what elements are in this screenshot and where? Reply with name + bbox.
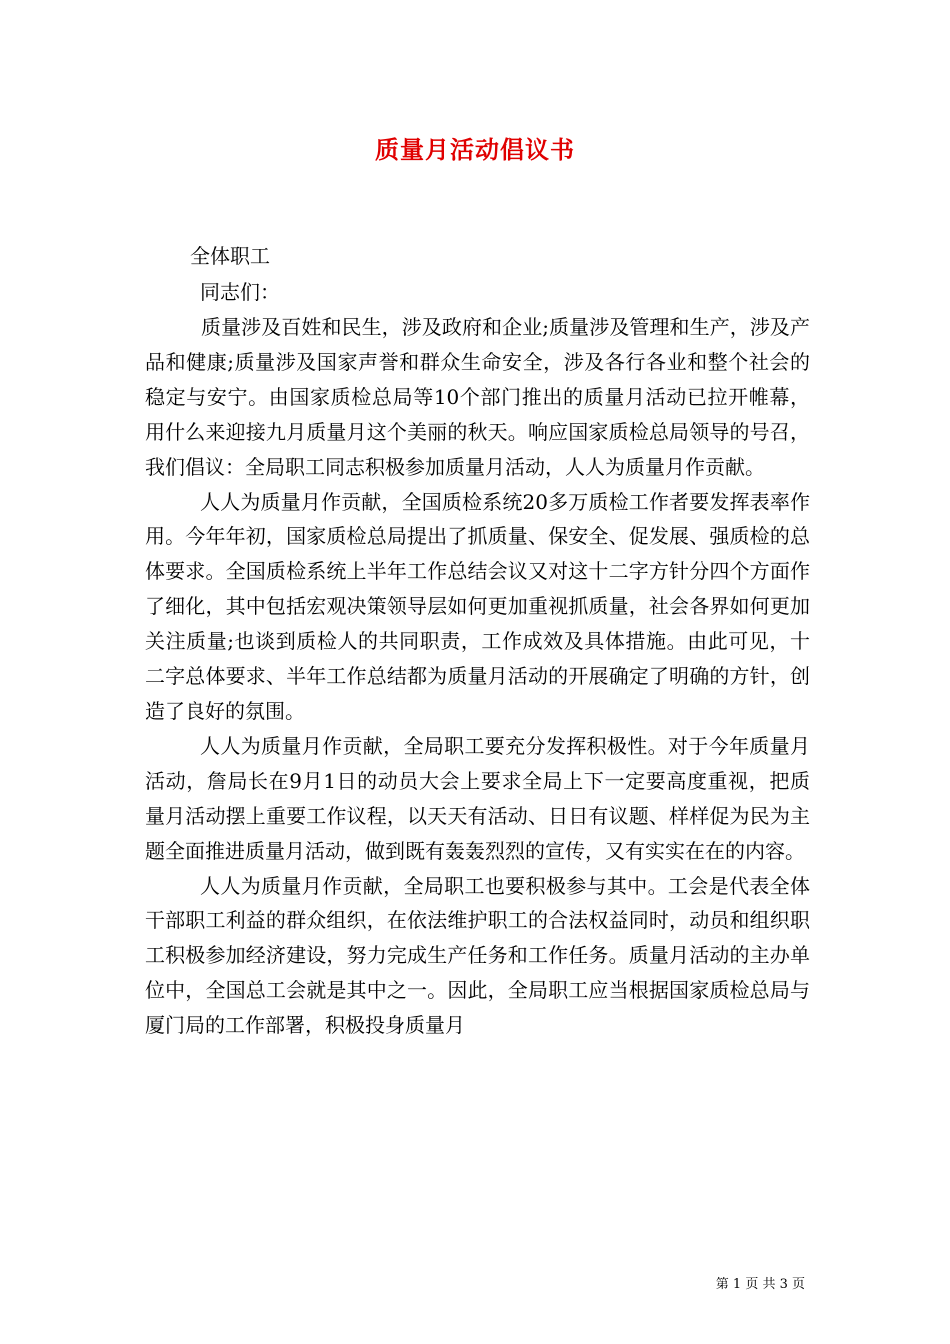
paragraph: 人人为质量月作贡献，全国质检系统20多万质检工作者要发挥表率作用。今年年初，国家质检总局提出了抓质量、保安全、促发展、强质检的总体要求。全国质检系统上半年工作总结会议又对这十二字方针分四个方面作了细化，其中包括宏观决策领导层如何更加重视抓质量，社会各界如何更加关注质量;也谈到质检人的共同职责，工作成效及具体措施。由此可见，十二字总体要求、半年工作总结都为质量月活动的开展确定了明确的方针，创造了良好的氛围。 <box>145 489 810 723</box>
greeting-line: 同志们： <box>200 280 280 304</box>
recipient-line: 全体职工 <box>190 244 270 268</box>
document-body <box>145 310 810 1043</box>
paragraph: 人人为质量月作贡献，全局职工要充分发挥积极性。对于今年质量月活动，詹局长在9月1日的动员大会上要求全局上下一定要高度重视，把质量月活动摆上重要工作议程，以天天有活动、日日有议题、样样促为民为主题全面推进质量月活动，做到既有轰轰烈烈的宣传，又有实实在在的内容。 <box>145 733 810 863</box>
paragraph: 人人为质量月作贡献，全局职工也要积极参与其中。工会是代表全体干部职工利益的群众组织，在依法维护职工的合法权益同时，动员和组织职工积极参加经济建设，努力完成生产任务和工作任务。质量月活动的主办单位中，全国总工会就是其中之一。因此，全局职工应当根据国家质检总局与厦门局的工作部署，积极投身质量月 <box>145 873 810 1038</box>
document-title: 质量月活动倡议书 <box>375 135 575 164</box>
page-number: 第 1 页 共 3 页 <box>715 1277 805 1292</box>
paragraph: 质量涉及百姓和民生，涉及政府和企业;质量涉及管理和生产，涉及产品和健康;质量涉及国家声誉和群众生命安全，涉及各行各业和整个社会的稳定与安宁。由国家质检总局等10个部门推出的质量月活动已拉开帷幕，用什么来迎接九月质量月这个美丽的秋天。响应国家质检总局领导的号召，我们倡议：全局职工同志积极参加质量月活动，人人为质量月作贡献。 <box>145 315 810 479</box>
